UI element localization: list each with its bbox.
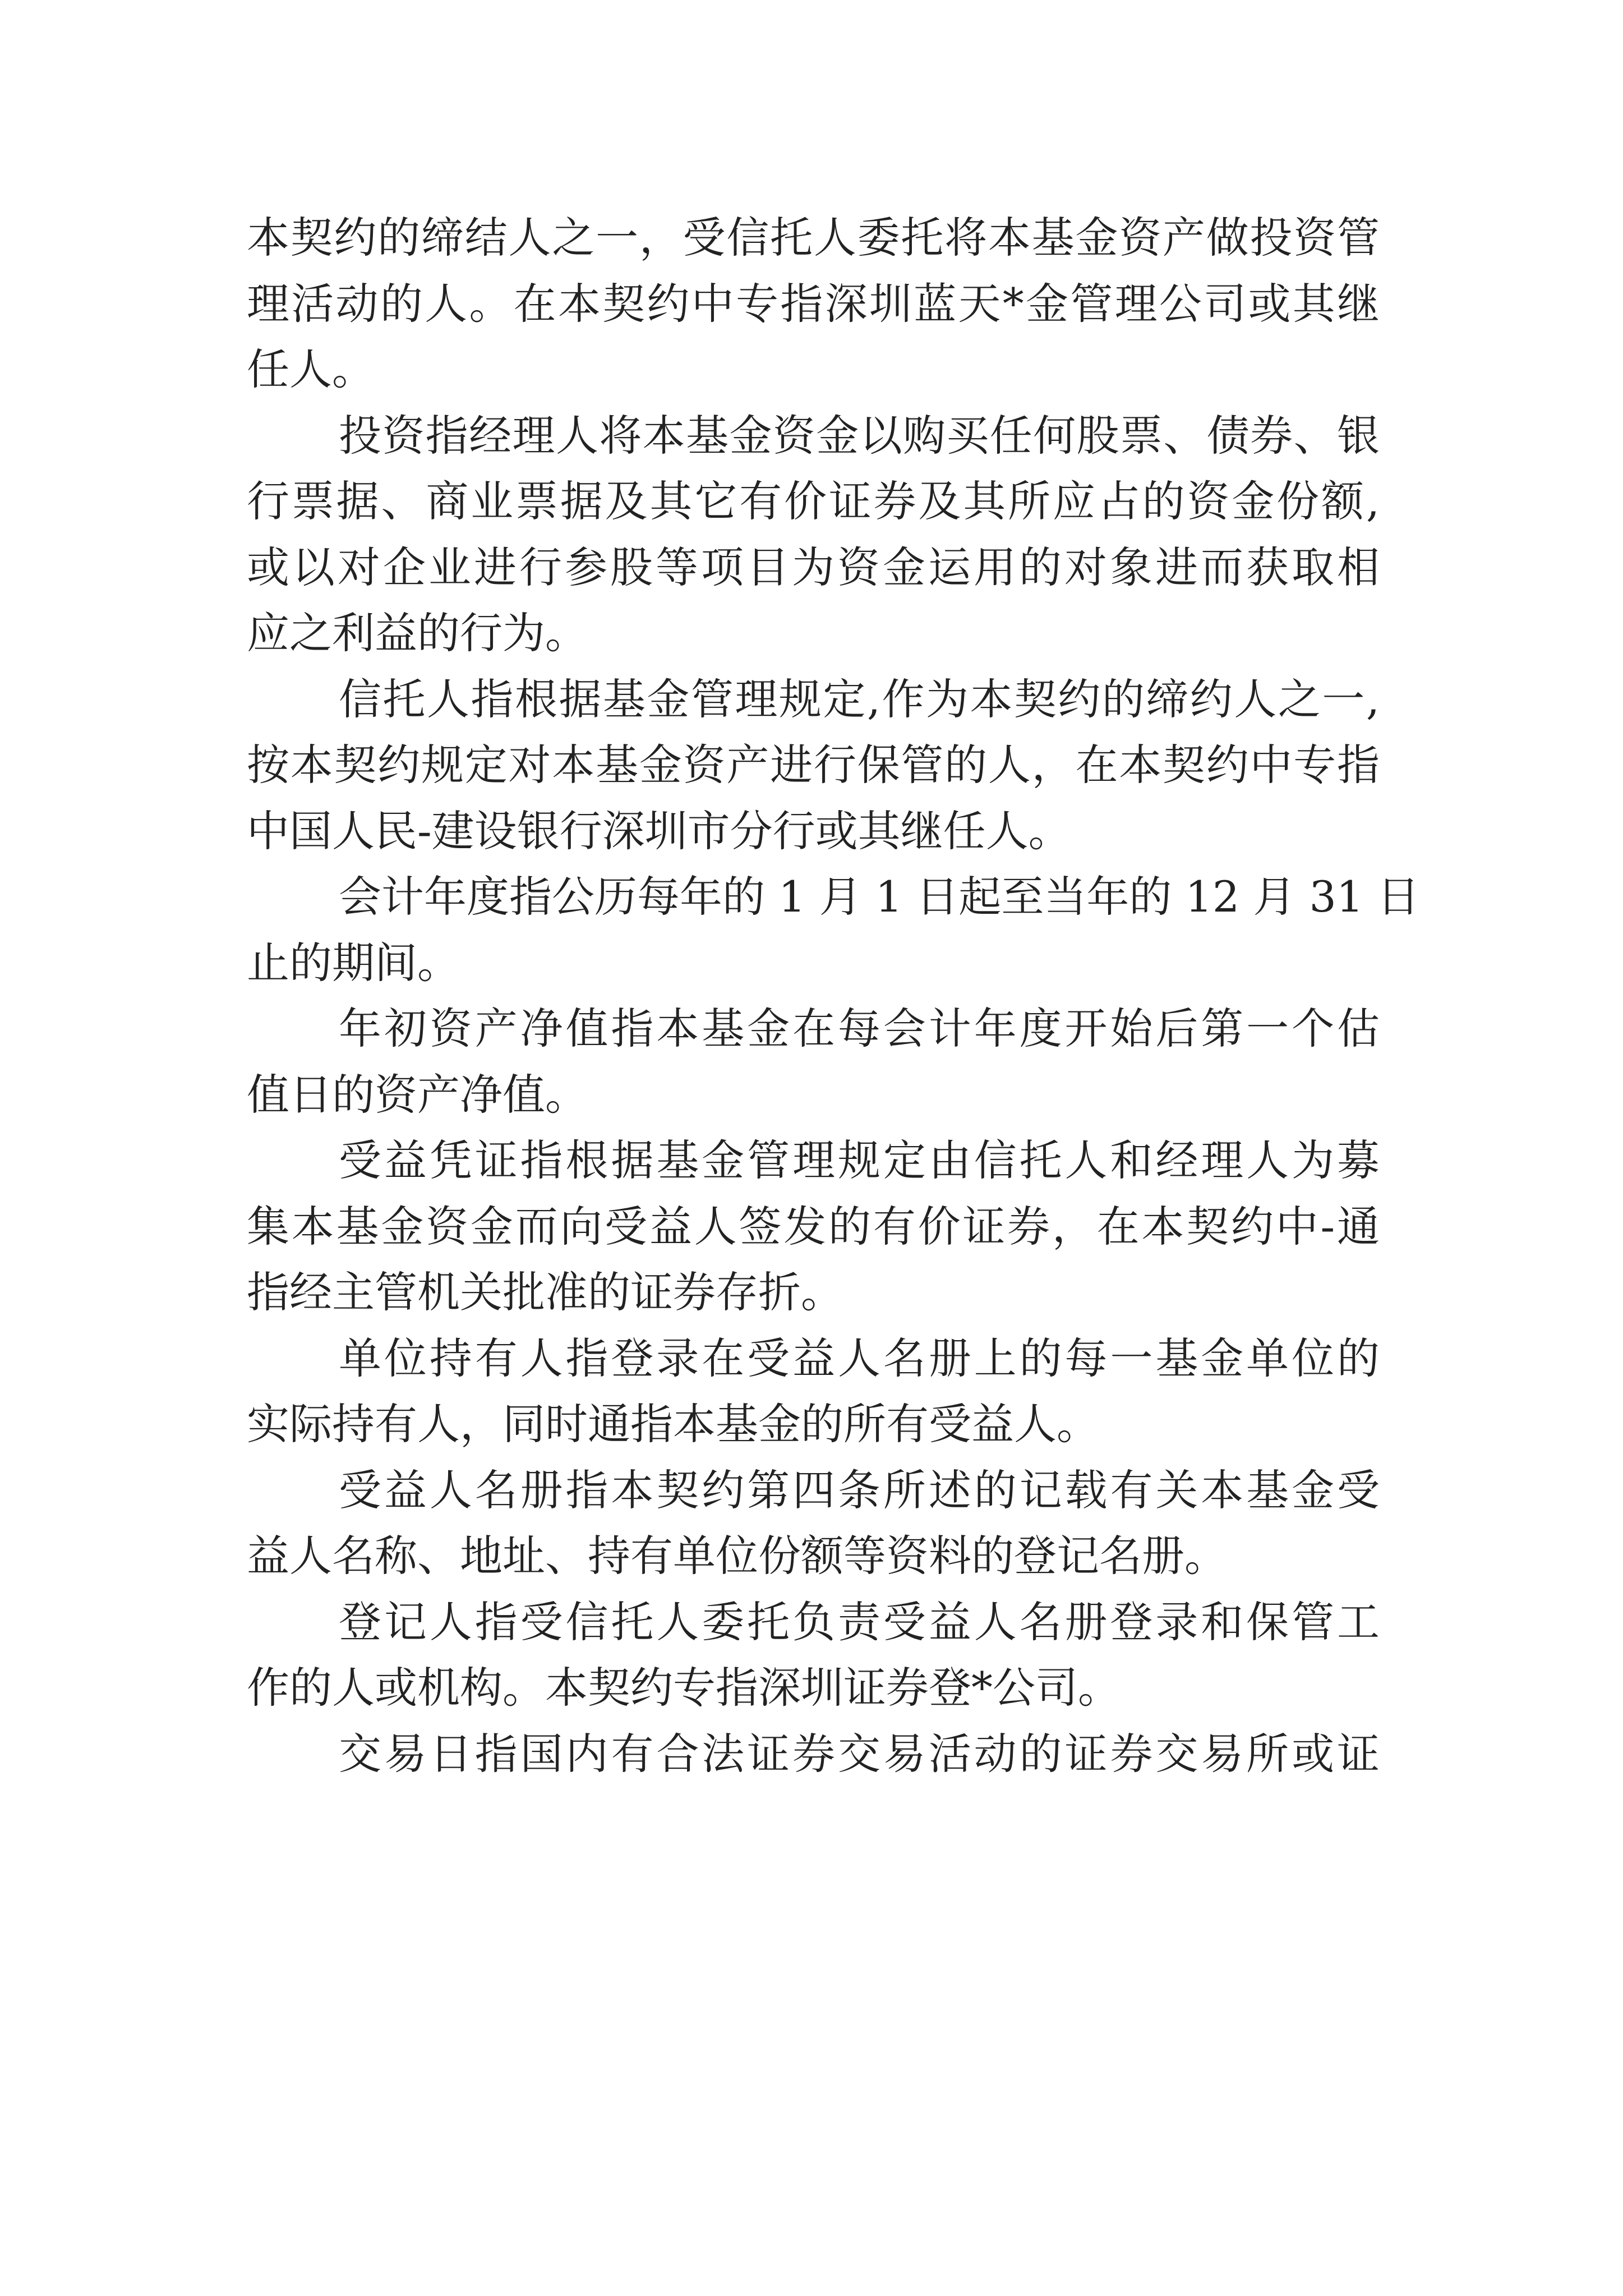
text-line: 交易日指国内有合法证券交易活动的证券交易所或证 xyxy=(339,1728,1380,1779)
paragraph-trustee-definition xyxy=(247,666,1380,864)
text-line: 益人名称、地址、持有单位份额等资料的登记名册。 xyxy=(247,1531,1227,1581)
paragraph-manager-definition xyxy=(247,205,1380,403)
text-line: 止的期间。 xyxy=(247,937,460,988)
document-body xyxy=(247,205,1420,1787)
paragraph-investment-definition xyxy=(247,403,1380,666)
text-line: 值日的资产净值。 xyxy=(247,1069,588,1120)
text-line: 或以对企业进行参股等项目为资金运用的对象进而获取相 xyxy=(247,542,1380,592)
text-line: 集本基金资金而向受益人签发的有价证券，在本契约中-通 xyxy=(247,1201,1380,1251)
text-line: 本契约的缔结人之一，受信托人委托将本基金资产做投资管 xyxy=(247,213,1380,263)
paragraph-registrar-definition xyxy=(247,1589,1380,1721)
text-line: 中国人民-建设银行深圳市分行或其继任人。 xyxy=(247,806,1071,856)
text-line: 作的人或机构。本契约专指深圳证券登*公司。 xyxy=(247,1663,1121,1713)
text-line: 指经主管机关批准的证券存折。 xyxy=(247,1267,843,1317)
text-line: 行票据、商业票据及其它有价证券及其所应占的资金份额, xyxy=(247,476,1380,526)
text-line: 投资指经理人将本基金资金以购买任何股票、债券、银 xyxy=(339,410,1380,461)
paragraph-unit-holder-definition xyxy=(247,1326,1380,1457)
paragraph-trading-day-definition xyxy=(247,1721,1380,1787)
paragraph-beneficiary-certificate-definition xyxy=(247,1128,1380,1326)
text-line: 受益凭证指根据基金管理规定由信托人和经理人为募 xyxy=(339,1135,1380,1185)
text-line: 任人。 xyxy=(247,344,375,394)
text-line: 年初资产净值指本基金在每会计年度开始后第一个估 xyxy=(339,1004,1380,1053)
text-line: 应之利益的行为。 xyxy=(247,608,588,658)
paragraph-register-definition xyxy=(247,1457,1380,1589)
text-line: 单位持有人指登录在受益人名册上的每一基金单位的 xyxy=(339,1333,1380,1383)
text-line: 理活动的人。在本契约中专指深圳蓝天*金管理公司或其继 xyxy=(247,278,1380,329)
paragraph-fiscal-year-definition xyxy=(247,864,1420,996)
text-line: 登记人指受信托人委托负责受益人名册登录和保管工 xyxy=(339,1596,1380,1647)
text-line: 按本契约规定对本基金资产进行保管的人，在本契约中专指 xyxy=(247,740,1380,790)
text-line: 受益人名册指本契约第四条所述的记载有关本基金受 xyxy=(339,1465,1380,1515)
text-line: 信托人指根据基金管理规定,作为本契约的缔约人之一, xyxy=(339,674,1380,724)
text-line: 会计年度指公历每年的 1 月 1 日起至当年的 12 月 31 日 xyxy=(339,872,1420,922)
text-line: 实际持有人，同时通指本基金的所有受益人。 xyxy=(247,1399,1099,1449)
paragraph-opening-nav-definition xyxy=(247,996,1380,1128)
